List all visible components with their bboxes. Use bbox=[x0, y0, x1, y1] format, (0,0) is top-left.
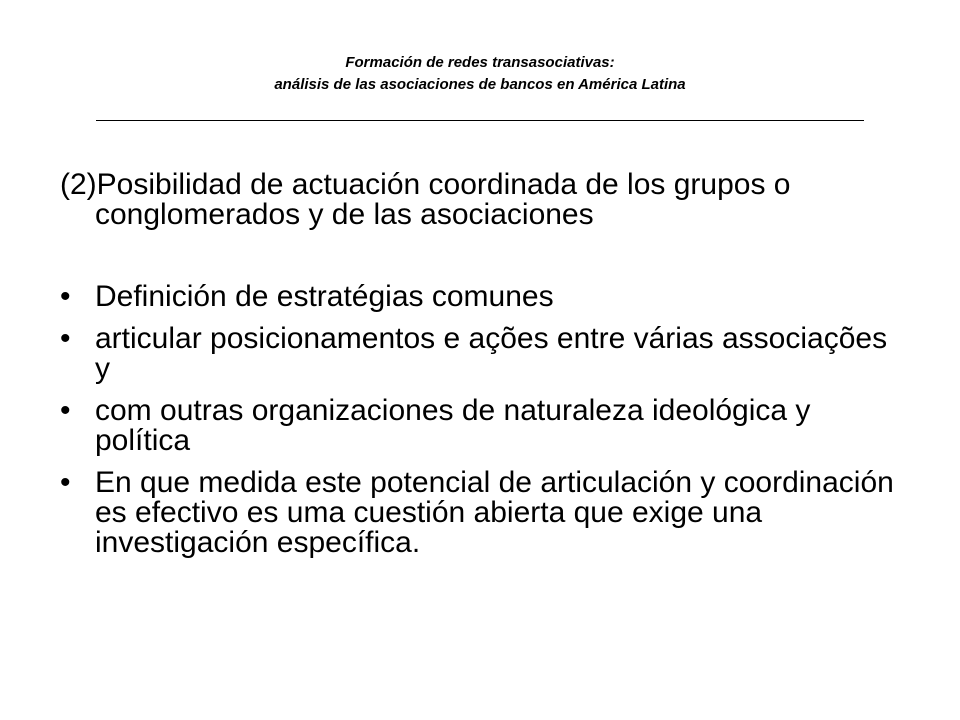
header-title-line-2: análisis de las asociaciones de bancos en América Latina bbox=[274, 76, 686, 93]
bullet-item bbox=[60, 396, 900, 456]
bullet-icon: • bbox=[60, 466, 71, 499]
bullet-icon: • bbox=[60, 322, 71, 355]
bullet-text: com outras organizaciones de naturaleza ideológica y política bbox=[95, 394, 811, 457]
bullet-icon: • bbox=[60, 280, 71, 313]
bullet-text: articular posicionamentos e ações entre várias associações y bbox=[95, 322, 888, 385]
bullet-text: Definición de estratégias comunes bbox=[95, 280, 554, 313]
bullet-item bbox=[60, 324, 900, 384]
header-title-line-1: Formación de redes transasociativas: bbox=[345, 54, 615, 71]
bullet-list bbox=[60, 282, 900, 558]
slide-body bbox=[60, 170, 900, 570]
bullet-item bbox=[60, 468, 900, 558]
intro-paragraph: (2)Posibilidad de actuación coordinada de los grupos o conglomerados y de las asociaciones bbox=[60, 168, 791, 231]
bullet-text: En que medida este potencial de articulación y coordinación es efectivo es uma cuestión abierta que exige una investigación específica. bbox=[95, 466, 894, 559]
bullet-item bbox=[60, 282, 900, 312]
header-divider bbox=[96, 120, 864, 121]
slide-header bbox=[96, 52, 864, 96]
bullet-icon: • bbox=[60, 394, 71, 427]
